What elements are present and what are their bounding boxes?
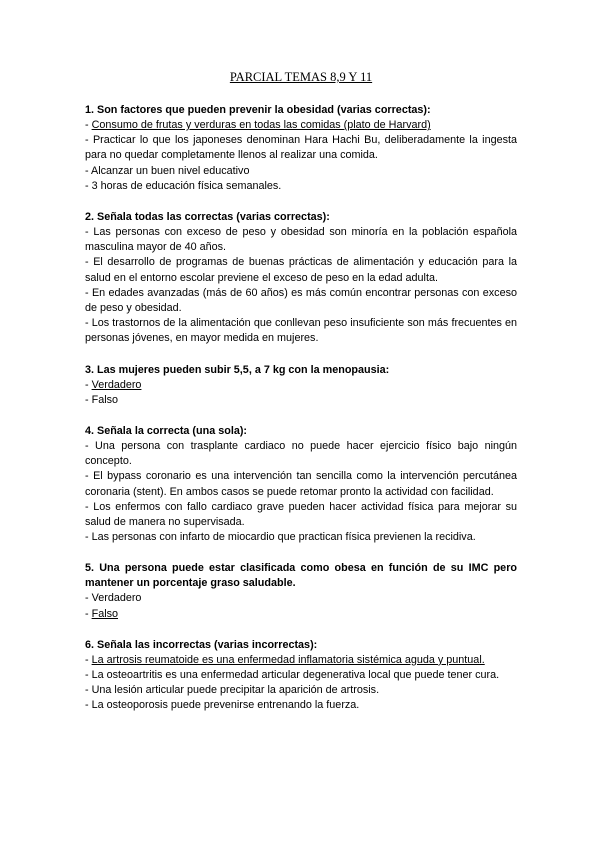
- answer-text: Practicar lo que los japoneses denominan Hara Hachi Bu, deliberadamente la ingesta para no quedar completamente llenos al realizar una comida.: [85, 134, 517, 162]
- answer-text: Alcanzar un buen nivel educativo: [91, 164, 250, 177]
- answer-text: Las personas con exceso de peso y obesidad son minoría en la población española masculina mayor de 40 años.: [85, 226, 517, 254]
- answer-option: - Una lesión articular puede precipitar la aparición de artrosis.: [85, 684, 380, 697]
- answer-option: - La osteoporosis puede prevenirse entrenando la fuerza.: [85, 699, 360, 712]
- answer-option: - Practicar lo que los japoneses denominan Hara Hachi Bu, deliberadamente la ingesta para no quedar completamente llenos al realizar una comida.: [85, 134, 517, 162]
- question-header: 4. Señala la correcta (una sola):: [85, 425, 248, 438]
- answer-option: - La osteoartritis es una enfermedad articular degenerativa local que puede tener cura.: [85, 669, 500, 682]
- question-5: [85, 561, 517, 621]
- answer-text: Verdadero: [91, 592, 142, 605]
- answer-text: Verdadero: [91, 378, 142, 391]
- answer-text: Una persona con trasplante cardiaco no puede hacer ejercicio físico bajo ningún concepto.: [85, 440, 517, 468]
- answer-text: Una lesión articular puede precipitar la aparición de artrosis.: [91, 684, 380, 697]
- question-header: 2. Señala todas las correctas (varias correctas):: [85, 211, 330, 224]
- answer-option: - El desarrollo de programas de buenas prácticas de alimentación y educación para la salud en el entorno escolar previene el exceso de peso en la edad adulta.: [85, 256, 517, 284]
- answer-text: Las personas con infarto de miocardio que practican física previenen la recidiva.: [91, 531, 476, 544]
- answer-option: - La artrosis reumatoide es una enfermedad inflamatoria sistémica aguda y puntual.: [85, 653, 485, 666]
- answer-text: La osteoartritis es una enfermedad articular degenerativa local que puede tener cura.: [91, 669, 500, 682]
- question-header: 5. Una persona puede estar clasificada como obesa en función de su IMC pero mantener un porcentaje graso saludable.: [85, 562, 517, 590]
- answer-option: - Las personas con infarto de miocardio que practican física previenen la recidiva.: [85, 531, 476, 544]
- question-header: 6. Señala las incorrectas (varias incorrectas):: [85, 638, 318, 651]
- answer-text: En edades avanzadas (más de 60 años) es más común encontrar personas con exceso de peso y obesidad.: [85, 286, 517, 315]
- answer-option: - El bypass coronario es una intervención tan sencilla como la intervención percutánea coronaria (stent). En ambos casos se puede retomar pronto la actividad con facilidad.: [85, 470, 517, 498]
- answer-option: - Los enfermos con fallo cardiaco grave pueden hacer actividad física para mejorar su salud de manera no supervisada.: [85, 500, 517, 529]
- answer-option: - En edades avanzadas (más de 60 años) es más común encontrar personas con exceso de peso y obesidad.: [85, 286, 517, 315]
- question-4: [85, 424, 517, 545]
- answer-option: - Una persona con trasplante cardiaco no puede hacer ejercicio físico bajo ningún concepto.: [85, 440, 517, 468]
- answer-text: La artrosis reumatoide es una enfermedad inflamatoria sistémica aguda y puntual.: [91, 653, 485, 666]
- question-1: [85, 103, 517, 194]
- question-header: 3. Las mujeres pueden subir 5,5, a 7 kg con la menopausia:: [85, 363, 390, 376]
- answer-option: - Los trastornos de la alimentación que conllevan peso insuficiente son más frecuentes en personas jóvenes, en mayor medida en mujeres.: [85, 317, 517, 345]
- question-2: [85, 210, 517, 347]
- answer-text: La osteoporosis puede prevenirse entrenando la fuerza.: [91, 699, 360, 712]
- answer-text: El desarrollo de programas de buenas prácticas de alimentación y educación para la salud en el entorno escolar previene el exceso de peso en la edad adulta.: [85, 256, 517, 284]
- question-6: [85, 638, 517, 714]
- document-page: [85, 70, 517, 730]
- answer-option: - Falso: [85, 393, 119, 406]
- answer-text: El bypass coronario es una intervención tan sencilla como la intervención percutánea coronaria (stent). En ambos casos se puede retomar pronto la actividad con facilidad.: [85, 470, 517, 498]
- page-title: PARCIAL TEMAS 8,9 Y 11: [229, 70, 373, 84]
- question-3: [85, 363, 517, 408]
- question-header: 1. Son factores que pueden prevenir la obesidad (varias correctas):: [85, 104, 431, 116]
- answer-option: - Consumo de frutas y verduras en todas las comidas (plato de Harvard): [85, 119, 431, 131]
- answer-text: Falso: [91, 393, 119, 406]
- answer-text: Los enfermos con fallo cardiaco grave pueden hacer actividad física para mejorar su salud de manera no supervisada.: [85, 500, 517, 529]
- answer-option: - Falso: [85, 607, 119, 620]
- answer-option: - Verdadero: [85, 592, 142, 605]
- answer-text: Falso: [91, 607, 119, 620]
- answer-text: Los trastornos de la alimentación que conllevan peso insuficiente son más frecuentes en personas jóvenes, en mayor medida en mujeres.: [85, 317, 517, 345]
- answer-option: - Las personas con exceso de peso y obesidad son minoría en la población española masculina mayor de 40 años.: [85, 226, 517, 254]
- answer-option: - Verdadero: [85, 378, 142, 391]
- answer-text: 3 horas de educación física semanales.: [91, 179, 282, 192]
- answer-text: Consumo de frutas y verduras en todas las comidas (plato de Harvard): [91, 119, 431, 131]
- answer-option: - Alcanzar un buen nivel educativo: [85, 164, 250, 177]
- answer-option: - 3 horas de educación física semanales.: [85, 179, 282, 192]
